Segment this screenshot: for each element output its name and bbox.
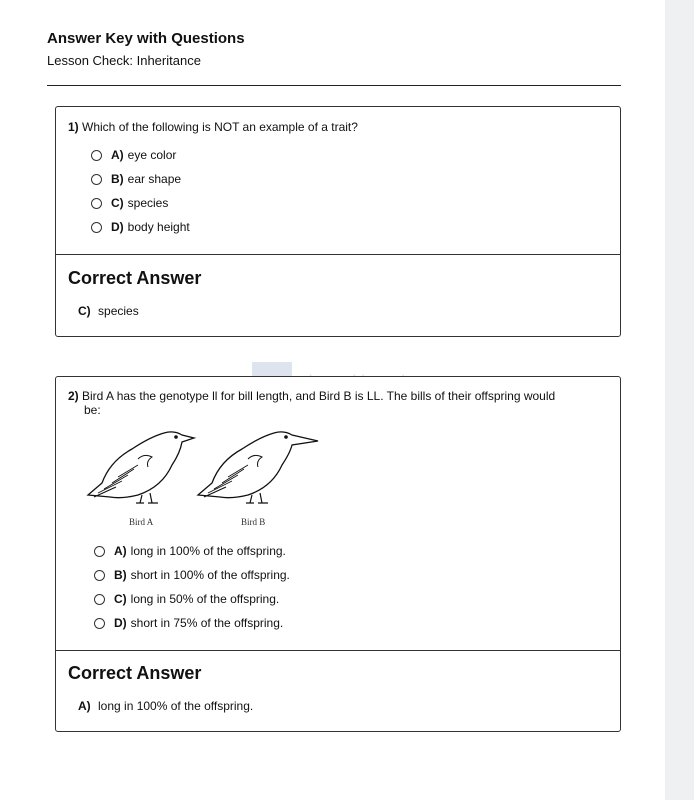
page-subtitle: Lesson Check: Inheritance xyxy=(47,53,201,68)
radio-button-icon[interactable] xyxy=(91,222,102,233)
radio-button-icon[interactable] xyxy=(94,618,105,629)
choice-a[interactable]: A) eye color xyxy=(91,148,176,162)
radio-button-icon[interactable] xyxy=(91,174,102,185)
section-divider xyxy=(56,254,620,255)
bird-b-label: Bird B xyxy=(241,517,266,527)
bird-a-illustration xyxy=(82,425,202,507)
choice-c[interactable]: C) species xyxy=(91,196,168,210)
question-text-continued: be: xyxy=(84,403,101,417)
radio-button-icon[interactable] xyxy=(91,150,102,161)
radio-button-icon[interactable] xyxy=(94,546,105,557)
radio-button-icon[interactable] xyxy=(91,198,102,209)
choice-d[interactable]: D) short in 75% of the offspring. xyxy=(94,616,283,630)
viewer-background-strip xyxy=(665,0,694,800)
question-text xyxy=(68,389,555,403)
question-text xyxy=(68,120,358,134)
page-title: Answer Key with Questions xyxy=(47,30,245,47)
choice-b[interactable]: B) ear shape xyxy=(91,172,181,186)
question-number: 2) xyxy=(68,389,79,403)
correct-answer-heading: Correct Answer xyxy=(68,663,202,683)
choice-c[interactable]: C) long in 50% of the offspring. xyxy=(94,592,279,606)
correct-answer: A) long in 100% of the offspring. xyxy=(78,699,254,713)
correct-answer-heading: Correct Answer xyxy=(68,268,202,288)
section-divider xyxy=(56,650,620,651)
question-prompt: Which of the following is NOT an example of a trait? xyxy=(82,120,358,134)
header-divider xyxy=(47,85,621,86)
question-card-2 xyxy=(55,376,621,732)
question-number: 1) xyxy=(68,120,79,134)
radio-button-icon[interactable] xyxy=(94,594,105,605)
question-prompt: Bird A has the genotype ll for bill length, and Bird B is LL. The bills of their offspring would xyxy=(82,389,556,403)
choice-a[interactable]: A) long in 100% of the offspring. xyxy=(94,544,286,558)
correct-answer: C) species xyxy=(78,304,139,318)
radio-button-icon[interactable] xyxy=(94,570,105,581)
bird-b-illustration xyxy=(192,425,322,507)
bird-a-label: Bird A xyxy=(129,517,154,527)
choice-d[interactable]: D) body height xyxy=(91,220,190,234)
question-card-1 xyxy=(55,106,621,337)
choice-b[interactable]: B) short in 100% of the offspring. xyxy=(94,568,290,582)
